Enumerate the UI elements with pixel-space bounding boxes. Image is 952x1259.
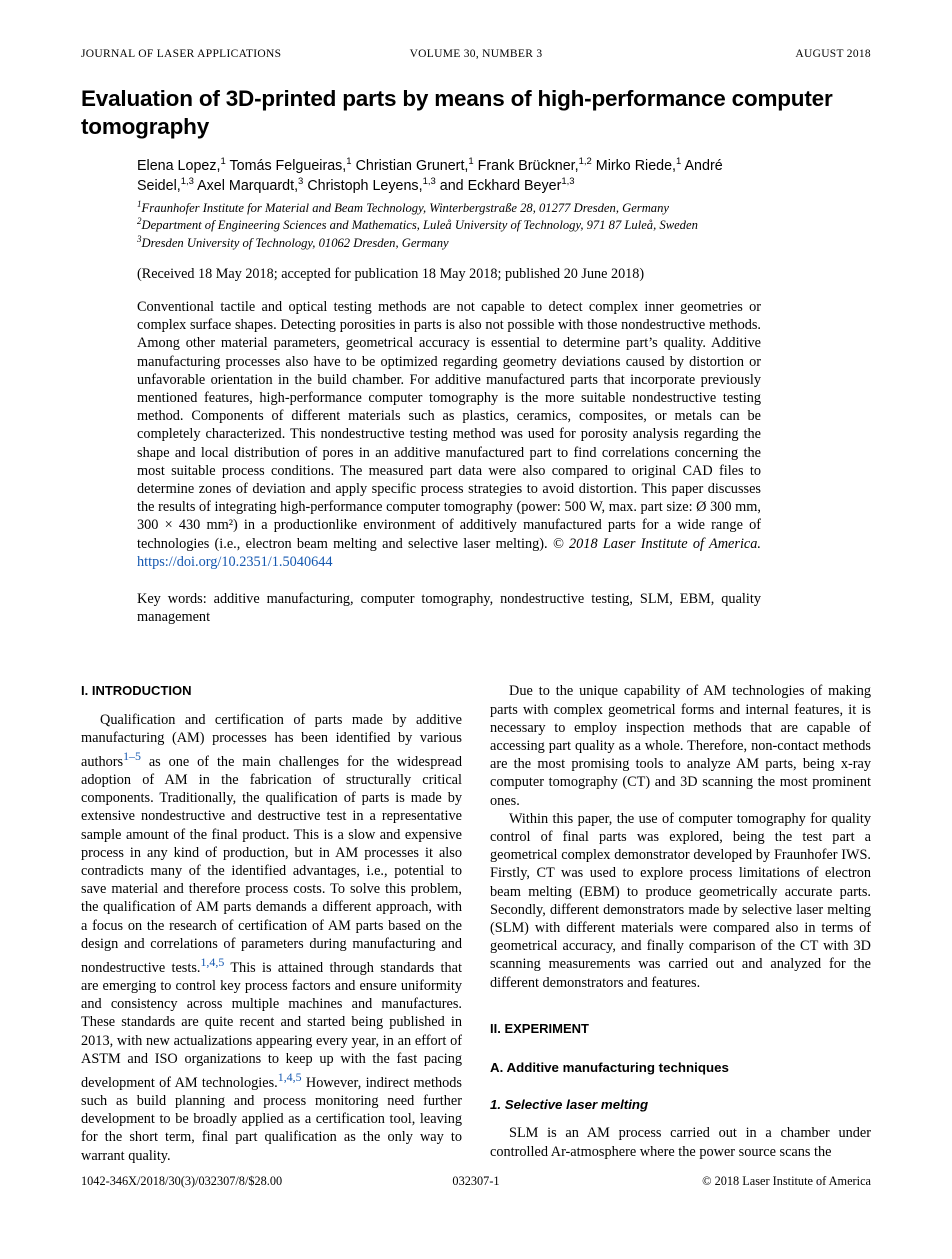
paragraph-within: Within this paper, the use of computer tomography for quality control of final parts was explored, being the test part a geometrical complex demonstrator developed by Fraunhofer IWS. Firstly, CT was used to explore process limitations of electron beam melting (EBM) to produce geometrically accurate parts. Secondly, different demonstrators made by selective laser melting (SLM) with different materials were compared also in terms of geometrical accuracy, and finally comparison of the CT with 3D scanning measurements was carried out and analyzed for the different demonstrators and features. [490,810,871,991]
citation-ref[interactable]: 1–5 [123,749,141,764]
affiliation-list [137,199,761,252]
author-name: Axel Marquardt, [193,177,299,194]
author-affiliation-ref: 1,3 [422,175,436,187]
front-matter [137,156,761,626]
footer-page-number: 032307-1 [452,1174,500,1188]
footer-copyright: © 2018 Laser Institute of America [702,1174,871,1188]
paper-title: Evaluation of 3D-printed parts by means of high-performance computer tomography [81,86,833,140]
citation-ref[interactable]: 1,4,5 [277,1070,302,1084]
running-head [81,48,871,60]
author-affiliation-ref: 3 [298,175,304,187]
keywords-line: Key words: additive manufacturing, computer tomography, nondestructive testing, SLM, EBM, quality management [137,591,761,626]
volume-number: VOLUME 30, NUMBER 3 [409,48,543,60]
doi-link[interactable]: https://doi.org/10.2351/1.5040644 [137,553,333,570]
subsection-heading-am-techniques: A. Additive manufacturing techniques [490,1060,729,1076]
left-column [81,682,462,1164]
abstract [137,298,761,571]
paragraph-slm: SLM is an AM process carried out in a chamber under controlled Ar-atmosphere where the power source scans the [490,1125,871,1160]
section-heading-experiment: II. EXPERIMENT [490,1020,589,1036]
affiliation: $^1$Fraunhofer Institute for Material and Beam Technology, Winterbergstraße 28, 01277 Dresden, Germany [137,198,669,215]
author-affiliation-ref: 1 [346,156,352,168]
two-column-body [81,682,871,1164]
subsubsection-heading-slm: 1. Selective laser melting [490,1097,649,1113]
author-name: Christian Grunert, [351,158,469,175]
author-affiliation-ref: 1 [676,156,682,168]
author-name: Tomás Felgueiras, [225,158,347,175]
received-line: (Received 18 May 2018; accepted for publication 18 May 2018; published 20 June 2018) [137,265,645,282]
author-list [137,156,761,195]
journal-name: JOURNAL OF LASER APPLICATIONS [81,48,282,60]
right-column [490,682,871,1164]
author-name: Frank Brückner, [473,158,579,175]
affiliation: $^2$Department of Engineering Sciences and Mathematics, Luleå University of Technology, 971 87 Luleå, Sweden [137,216,698,233]
citation-ref[interactable]: 1,4,5 [200,955,225,970]
author-affiliation-ref: 1 [220,156,226,168]
page-footer [81,1174,871,1189]
footer-issn-price: 1042-346X/2018/30(3)/032307/8/$28.00 [81,1174,283,1188]
author-affiliation-ref: 1,3 [561,175,575,187]
author-name: André Seidel, [137,158,723,194]
affiliation: $^3$Dresden University of Technology, 01062 Dresden, Germany [137,234,449,251]
author-affiliation-ref: 1,3 [180,175,194,187]
intro-paragraph: Qualification and certification of parts made by additive manufacturing (AM) processes has been identified by various authors$^{1-5}$ as one of the main challenges for the widespread adoption of AM in the fabrication of structurally critical components. Traditionally, the qualification of parts is made by extensive nondestructive and destructive test in a representative sample amount of the final product. This is a slow and expensive process in any kind of production, but in AM processes it also contradicts many of the identified advantages, i.e., potential to save material and therefore process costs. To solve this problem, the qualification of AM parts demands a different approach, with a focus on the research of certification of AM parts based on the design and correlations of parameters during manufacturing and nondestructive tests.$^{1,4,5}$ This is attained through standards that are emerging to control key process factors and ensure uniformity and consistency across multiple machines and manufactures. These standards are quite recent and started being published in 2013, with new actualizations appearing every year, in an effort of ASTM and ISO organizations to keep up with the fast pacing development of AM technologies.$^{1,4,5}$ However, indirect methods such as build planning and process monitoring need further development to be broadly applied as a certification tool, leaving for the short term, final part qualification as the only way to warrant quality. [81,711,462,1164]
abstract-copyright: © 2018 Laser Institute of America. [552,535,761,552]
issue-date: AUGUST 2018 [795,48,871,60]
author-name: Christoph Leyens, [303,177,423,194]
author-name: and Eckhard Beyer [435,177,562,194]
author-name: Mirko Riede, [591,158,677,175]
abstract-text: Conventional tactile and optical testing methods are not capable to detect complex inner geometries or complex surface shapes. Detecting porosities in parts is also not possible with those nondestructive methods. Among other material parameters, geometrical accuracy is essential to determine part’s quality. Additive manufacturing processes also have to be optimized regarding geometry deviations caused by distortion or unfavorable orientation in the build chamber. For additive manufactured parts that incorporate previously mentioned features, high-performance computer tomography is the more suitable nondestructive testing method. Components of different materials such as plastics, ceramics, composites, or metals can be completely characterized. This nondestructive testing method was used for porosity analysis regarding the shape and local distribution of pores in an additive manufactured part to find correlations concerning the most suitable process conditions. The measured part data were also compared to original CAD files to determine zones of deviation and apply specific process strategies to avoid distortion. This paper discusses the results of integrating high-performance computer tomography (power: 500 W, max. part size: Ø 300 mm, 300 × 430 mm²) in a productionlike environment of additively manufactured parts for a wide range of technologies (i.e., electron beam melting and selective laser melting). [137,298,761,552]
author-name: Elena Lopez, [137,158,221,175]
section-heading-introduction: I. INTRODUCTION [81,683,192,699]
author-affiliation-ref: 1 [468,156,474,168]
paragraph-due: Due to the unique capability of AM technologies of making parts with complex geometrical forms and internal features, it is necessary to employ inspection methods that are capable of accessing part quality as a whole. Therefore, non-contact methods are the most promising tools to analyze AM parts, being x-ray computer tomography (CT) and 3D scanning the most prominent ones. [490,683,871,809]
author-affiliation-ref: 1,2 [578,156,592,168]
